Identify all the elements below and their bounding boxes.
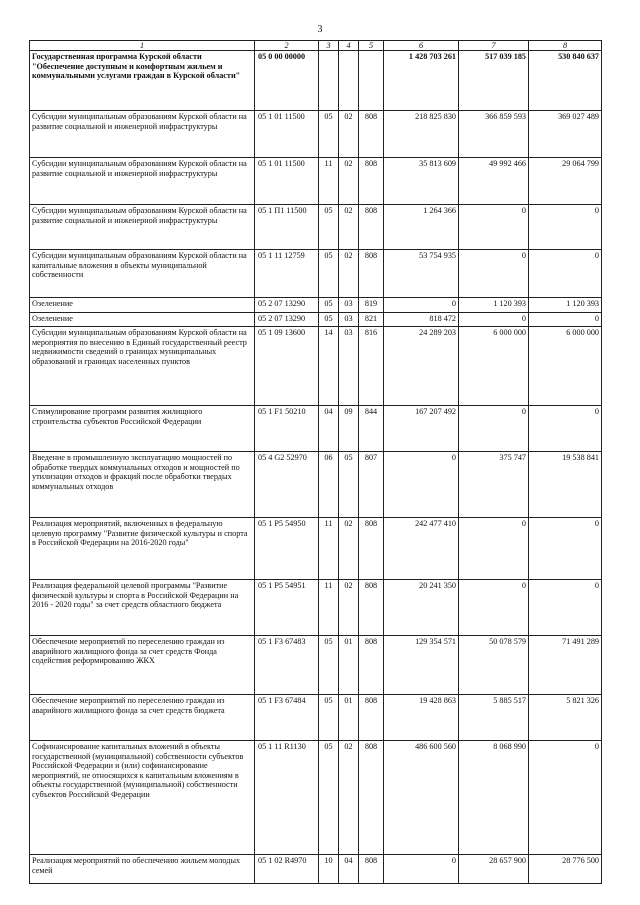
amount-col8: 6 000 000	[529, 327, 602, 406]
budget-code: 05 1 02 R4970	[255, 855, 319, 884]
amount-col6: 19 428 863	[384, 695, 459, 741]
subsection-code: 02	[339, 158, 359, 205]
amount-col6: 818 472	[384, 313, 459, 327]
amount-col7: 6 000 000	[459, 327, 529, 406]
amount-col6: 167 207 492	[384, 406, 459, 452]
amount-col7: 8 068 990	[459, 741, 529, 855]
column-header: 8	[529, 41, 602, 51]
program-name: Стимулирование программ развития жилищного строительства субъектов Российской Федерации	[30, 406, 255, 452]
subsection-code: 01	[339, 695, 359, 741]
subsection-code: 02	[339, 518, 359, 580]
subsection-code: 03	[339, 298, 359, 313]
amount-col6: 20 241 350	[384, 580, 459, 636]
budget-code: 05 1 P5 54951	[255, 580, 319, 636]
subsection-code: 02	[339, 741, 359, 855]
amount-col8: 369 027 489	[529, 111, 602, 158]
column-header: 2	[255, 41, 319, 51]
column-header: 1	[30, 41, 255, 51]
program-name: Озеленение	[30, 298, 255, 313]
amount-col7: 0	[459, 580, 529, 636]
amount-col8: 0	[529, 518, 602, 580]
amount-col7: 375 747	[459, 452, 529, 518]
budget-code: 05 2 07 13290	[255, 298, 319, 313]
table-row	[30, 580, 602, 636]
expense-type-code: 807	[359, 452, 384, 518]
budget-table	[29, 40, 602, 884]
amount-col8: 1 120 393	[529, 298, 602, 313]
expense-type-code: 821	[359, 313, 384, 327]
subsection-code: 09	[339, 406, 359, 452]
program-name: Софинансирование капитальных вложений в объекты государственной (муниципальной) собственности субъектов Российской Федерации и (или) софинансирование мероприятий, не относящихся к капитальным вложениям в объекты государственной (муниципальной) собственности субъектов Российской Федерации	[30, 741, 255, 855]
section-code: 05	[319, 313, 339, 327]
amount-col6: 0	[384, 452, 459, 518]
section-code: 06	[319, 452, 339, 518]
column-header: 3	[319, 41, 339, 51]
column-header: 6	[384, 41, 459, 51]
expense-type-code: 808	[359, 111, 384, 158]
column-header: 7	[459, 41, 529, 51]
budget-code: 05 1 F1 50210	[255, 406, 319, 452]
program-name: Озеленение	[30, 313, 255, 327]
section-code	[319, 51, 339, 111]
table-row	[30, 855, 602, 884]
budget-code: 05 1 11 12759	[255, 250, 319, 298]
section-code: 14	[319, 327, 339, 406]
amount-col7: 5 885 517	[459, 695, 529, 741]
amount-col7: 50 078 579	[459, 636, 529, 695]
budget-code: 05 1 F3 67484	[255, 695, 319, 741]
amount-col7: 1 120 393	[459, 298, 529, 313]
amount-col6: 35 813 609	[384, 158, 459, 205]
amount-col7: 0	[459, 518, 529, 580]
amount-col7: 366 859 593	[459, 111, 529, 158]
section-code: 11	[319, 580, 339, 636]
section-code: 05	[319, 298, 339, 313]
subsection-code: 02	[339, 250, 359, 298]
amount-col8: 5 821 326	[529, 695, 602, 741]
column-header-row	[30, 41, 602, 51]
table-row	[30, 313, 602, 327]
amount-col8: 29 064 799	[529, 158, 602, 205]
budget-code: 05 1 01 11500	[255, 111, 319, 158]
amount-col7: 0	[459, 406, 529, 452]
budget-code: 05 2 07 13290	[255, 313, 319, 327]
table-row	[30, 406, 602, 452]
expense-type-code: 816	[359, 327, 384, 406]
table-row	[30, 111, 602, 158]
budget-code: 05 1 F3 67483	[255, 636, 319, 695]
expense-type-code: 808	[359, 205, 384, 250]
program-name: Обеспечение мероприятий по переселению граждан из аварийного жилищного фонда за счет средств Фонда содействия реформированию ЖКХ	[30, 636, 255, 695]
amount-col7: 0	[459, 250, 529, 298]
amount-col7: 0	[459, 205, 529, 250]
expense-type-code: 808	[359, 695, 384, 741]
amount-col6: 129 354 571	[384, 636, 459, 695]
amount-col7: 0	[459, 313, 529, 327]
table-row	[30, 741, 602, 855]
subsection-code: 02	[339, 580, 359, 636]
section-code: 05	[319, 695, 339, 741]
amount-col8: 0	[529, 741, 602, 855]
amount-col6: 1 264 366	[384, 205, 459, 250]
amount-col6: 1 428 703 261	[384, 51, 459, 111]
section-code: 11	[319, 158, 339, 205]
expense-type-code: 808	[359, 518, 384, 580]
subsection-code: 03	[339, 327, 359, 406]
expense-type-code: 808	[359, 741, 384, 855]
expense-type-code: 808	[359, 855, 384, 884]
program-name: Реализация федеральной целевой программы "Развитие физической культуры и спорта в Российской Федерации на 2016 - 2020 годы" за счет средств областного бюджета	[30, 580, 255, 636]
column-header: 5	[359, 41, 384, 51]
expense-type-code: 808	[359, 250, 384, 298]
program-name: Субсидии муниципальным образованиям Курской области на развитие социальной и инженерной инфраструктуры	[30, 205, 255, 250]
table-row	[30, 518, 602, 580]
program-name: Обеспечение мероприятий по переселению граждан из аварийного жилищного фонда за счет средств бюджета	[30, 695, 255, 741]
amount-col8: 0	[529, 205, 602, 250]
amount-col8: 0	[529, 250, 602, 298]
subsection-code: 01	[339, 636, 359, 695]
program-name: Субсидии муниципальным образованиям Курской области на развитие социальной и инженерной инфраструктуры	[30, 111, 255, 158]
expense-type-code: 808	[359, 158, 384, 205]
expense-type-code: 808	[359, 580, 384, 636]
section-code: 05	[319, 205, 339, 250]
program-name: Реализация мероприятий по обеспечению жильем молодых семей	[30, 855, 255, 884]
program-name: Реализация мероприятий, включенных в федеральную целевую программу "Развитие физической культуры и спорта в Российской Федерации на 2016-2020 годы"	[30, 518, 255, 580]
section-code: 05	[319, 636, 339, 695]
budget-code: 05 1 П1 11500	[255, 205, 319, 250]
amount-col8: 0	[529, 580, 602, 636]
table-row	[30, 298, 602, 313]
amount-col7: 49 992 466	[459, 158, 529, 205]
section-code: 05	[319, 250, 339, 298]
table-row	[30, 250, 602, 298]
amount-col8: 19 538 841	[529, 452, 602, 518]
section-code: 04	[319, 406, 339, 452]
program-name: Субсидии муниципальным образованиям Курской области на развитие социальной и инженерной инфраструктуры	[30, 158, 255, 205]
amount-col6: 53 754 935	[384, 250, 459, 298]
amount-col6: 0	[384, 855, 459, 884]
table-row	[30, 636, 602, 695]
amount-col6: 242 477 410	[384, 518, 459, 580]
amount-col6: 0	[384, 298, 459, 313]
subsection-code	[339, 51, 359, 111]
program-name: Государственная программа Курской области "Обеспечение доступным и комфортным жильем и коммунальными услугами граждан в Курской области"	[30, 51, 255, 111]
amount-col8: 71 491 289	[529, 636, 602, 695]
amount-col6: 24 289 203	[384, 327, 459, 406]
subsection-code: 04	[339, 855, 359, 884]
section-code: 05	[319, 111, 339, 158]
budget-code: 05 1 11 R1130	[255, 741, 319, 855]
page-number: 3	[317, 24, 323, 35]
amount-col8: 28 776 500	[529, 855, 602, 884]
amount-col6: 486 600 560	[384, 741, 459, 855]
subsection-code: 02	[339, 111, 359, 158]
program-name: Субсидии муниципальным образованиям Курской области на мероприятия по внесению в Единый государственный реестр недвижимости сведений о границах муниципальных образований и границах населенных пунктов	[30, 327, 255, 406]
section-code: 05	[319, 741, 339, 855]
subsection-code: 05	[339, 452, 359, 518]
subsection-code: 03	[339, 313, 359, 327]
expense-type-code: 808	[359, 636, 384, 695]
section-code: 10	[319, 855, 339, 884]
amount-col8: 0	[529, 406, 602, 452]
budget-code: 05 1 01 11500	[255, 158, 319, 205]
budget-code: 05 1 P5 54950	[255, 518, 319, 580]
table-body	[30, 51, 602, 884]
amount-col8: 530 840 637	[529, 51, 602, 111]
program-name: Субсидии муниципальным образованиям Курской области на капитальные вложения в объекты муниципальной собственности	[30, 250, 255, 298]
amount-col8: 0	[529, 313, 602, 327]
table-row	[30, 327, 602, 406]
section-code: 11	[319, 518, 339, 580]
amount-col6: 218 825 830	[384, 111, 459, 158]
table-row	[30, 205, 602, 250]
budget-code: 05 0 00 00000	[255, 51, 319, 111]
expense-type-code: 819	[359, 298, 384, 313]
table-row	[30, 51, 602, 111]
program-name: Введение в промышленную эксплуатацию мощностей по обработке твердых коммунальных отходов и мощностей по утилизации отходов и фракций после обработки твердых коммунальных отходов	[30, 452, 255, 518]
budget-code: 05 1 09 13600	[255, 327, 319, 406]
amount-col7: 517 039 185	[459, 51, 529, 111]
expense-type-code: 844	[359, 406, 384, 452]
subsection-code: 02	[339, 205, 359, 250]
table-row	[30, 695, 602, 741]
budget-code: 05 4 G2 52970	[255, 452, 319, 518]
table-row	[30, 158, 602, 205]
expense-type-code	[359, 51, 384, 111]
column-header: 4	[339, 41, 359, 51]
amount-col7: 28 657 900	[459, 855, 529, 884]
table-row	[30, 452, 602, 518]
